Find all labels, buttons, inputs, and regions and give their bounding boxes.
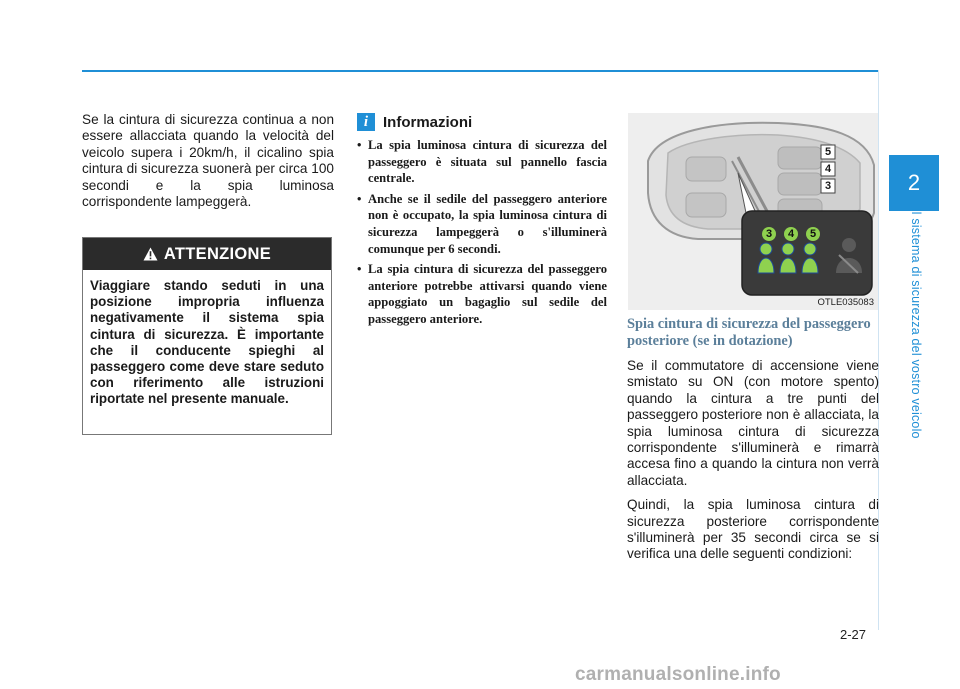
- seat-label: 3: [824, 180, 832, 192]
- warning-header: [83, 238, 331, 270]
- right-column: [627, 316, 879, 571]
- watermark-link[interactable]: carmanualsonline.info: [575, 664, 781, 685]
- seat-label: 5: [824, 146, 832, 158]
- page-number: 2-27: [840, 627, 867, 642]
- warning-box: [82, 237, 332, 435]
- info-column: [357, 113, 607, 332]
- info-bullet-list: [357, 137, 607, 328]
- warning-triangle-icon: [143, 247, 158, 261]
- info-header: [357, 113, 607, 131]
- info-bullet: • Anche se il sedile del passeggero anteriore non è occupato, la spia luminosa cintura di sicurezza lampeggerà o s'illuminerà comunque per 6 secondi.: [357, 191, 607, 257]
- indicator-label: 4: [787, 228, 795, 240]
- seat-label: 4: [824, 163, 832, 175]
- intro-paragraph: Se la cintura di sicurezza continua a non essere allacciata quando la velocità del veicolo supera i 20km/h, il cicalino spia cintura di sicurezza suonerà per circa 100 secondi e la spia luminosa corrispondente lampeggerà.: [82, 112, 334, 210]
- warning-text: Viaggiare stando seduti in una posizione impropria influenza negativamente il sistema spia cintura di sicurezza. È importante che il conducente spieghi al passeggero come deve stare seduto con riferimento alle istruzioni riportate nel presente manuale.: [90, 278, 324, 407]
- info-title: Informazioni: [383, 113, 473, 131]
- section-title: Il sistema di sicurezza del vostro veicolo: [909, 208, 923, 439]
- rear-seatbelt-heading: Spia cintura di sicurezza del passeggero posteriore (se in dotazione): [627, 316, 871, 349]
- header-rule: [82, 70, 878, 72]
- info-icon: i: [357, 113, 375, 131]
- figure-code: OTLE035083: [817, 297, 874, 308]
- rear-paragraph-2: Quindi, la spia luminosa cintura di sicurezza posteriore corrispondente s'illuminerà per 35 secondi circa se si verifica una delle seguenti condizioni:: [627, 497, 879, 562]
- indicator-label: 3: [765, 228, 773, 240]
- chapter-number: 2: [907, 170, 921, 195]
- info-bullet: • La spia cintura di sicurezza del passeggero anteriore potrebbe attivarsi quando viene appoggiato un bagaglio sul sedile del passeggero anteriore.: [357, 261, 607, 327]
- info-bullet: • La spia luminosa cintura di sicurezza del passeggero è situata sul pannello fascia centrale.: [357, 137, 607, 187]
- indicator-label: 5: [809, 228, 817, 240]
- rear-paragraph-1: Se il commutatore di accensione viene smistato su ON (con motore spento) quando la cintura a tre punti del passeggero posteriore non è allacciata, la spia luminosa cintura di sicurezza corrispondente s'illuminerà e rimarrà accesa fino a quando la cintura non verrà allacciata.: [627, 358, 879, 488]
- chapter-tab[interactable]: [889, 155, 939, 211]
- warning-title: ATTENZIONE: [163, 244, 272, 263]
- left-column: [82, 112, 334, 210]
- car-interior-illustration: [628, 113, 878, 310]
- seatbelt-figure: [628, 113, 878, 310]
